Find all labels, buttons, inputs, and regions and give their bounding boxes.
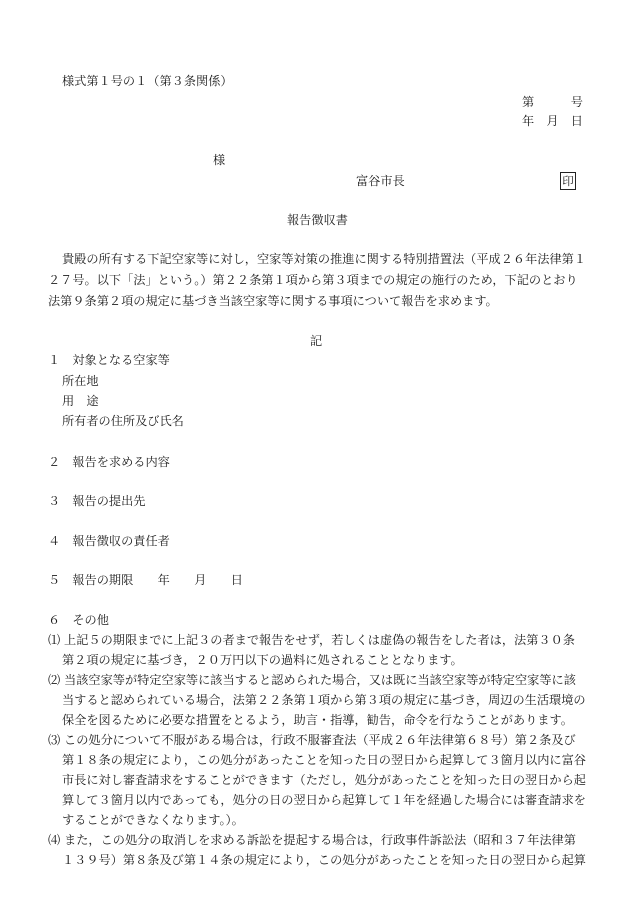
addressee-suffix: 様: [213, 153, 226, 167]
note-2-line: 保全を図るために必要な措置をとるよう，助言・指導，勧告，命令を行なうことがあります。: [62, 713, 573, 727]
note-3-line: 第１８条の規定により，この処分があったことを知った日の翌日から起算して３箇月以内に富谷: [62, 753, 586, 767]
body-line: 貴殿の所有する下記空家等に対し，空家等対策の推進に関する特別措置法（平成２６年法律第１: [62, 252, 587, 266]
note-1-line: 第２項の規定に基づき，２０万円以下の過料に処されることとなります。: [62, 653, 463, 667]
document-number: 第 号: [522, 95, 583, 109]
issuer-name: 富谷市長: [356, 174, 405, 188]
item-5: ５ 報告の期限 年 月 日: [48, 573, 243, 587]
item-1-location-label: 所在地: [62, 374, 99, 388]
body-line: 法第９条第２項の規定に基づき当該空家等に関する事項について報告を求めます。: [48, 294, 498, 308]
document-title: 報告徴収書: [287, 213, 348, 227]
item-2: ２ 報告を求める内容: [48, 455, 170, 469]
note-4-line: ⑷ また，この処分の取消しを求める訴訟を提起する場合は，行政事件訴訟法（昭和３７年法律第: [48, 833, 576, 847]
item-1-owner-label: 所有者の住所及び氏名: [62, 414, 184, 428]
item-1-use-label: 用 途: [62, 394, 99, 408]
note-3-line: 算して３箇月以内であっても，処分の日の翌日から起算して１年を経過した場合には審査請求を: [62, 793, 586, 807]
item-1-title: １ 対象となる空家等: [48, 353, 170, 367]
form-label: 様式第１号の１（第３条関係）: [62, 74, 233, 88]
item-4: ４ 報告徴収の責任者: [48, 534, 170, 548]
item-3: ３ 報告の提出先: [48, 494, 146, 508]
note-4-line: １３９号）第８条及び第１４条の規定により，この処分があったことを知った日の翌日から起算: [62, 853, 586, 867]
note-1-line: ⑴ 上記５の期限までに上記３の者まで報告をせず，若しくは虚偽の報告をした者は，法第３０条: [48, 633, 575, 647]
note-2-line: ⑵ 当該空家等が特定空家等に該当すると認められた場合，又は既に当該空家等が特定空家等に該: [48, 673, 576, 687]
seal-stamp: 印: [560, 172, 576, 190]
ki-heading: 記: [310, 334, 323, 348]
body-line: ２７号。以下「法」という。）第２２条第１項から第３項までの規定の施行のため，下記のとおり: [48, 273, 578, 287]
item-6: ６ その他: [48, 613, 109, 627]
note-3-line: することができなくなります。）。: [62, 813, 244, 827]
document-date: 年 月 日: [522, 114, 583, 128]
note-2-line: 当すると認められている場合，法第２２条第１項から第３項の規定に基づき，周辺の生活環境の: [62, 693, 586, 707]
note-3-line: ⑶ この処分について不服がある場合は，行政不服審査法（平成２６年法律第６８号）第２条及び: [48, 733, 576, 747]
note-3-line: 市長に対し審査請求をすることができます（ただし，処分があったことを知った日の翌日から起: [62, 773, 586, 787]
